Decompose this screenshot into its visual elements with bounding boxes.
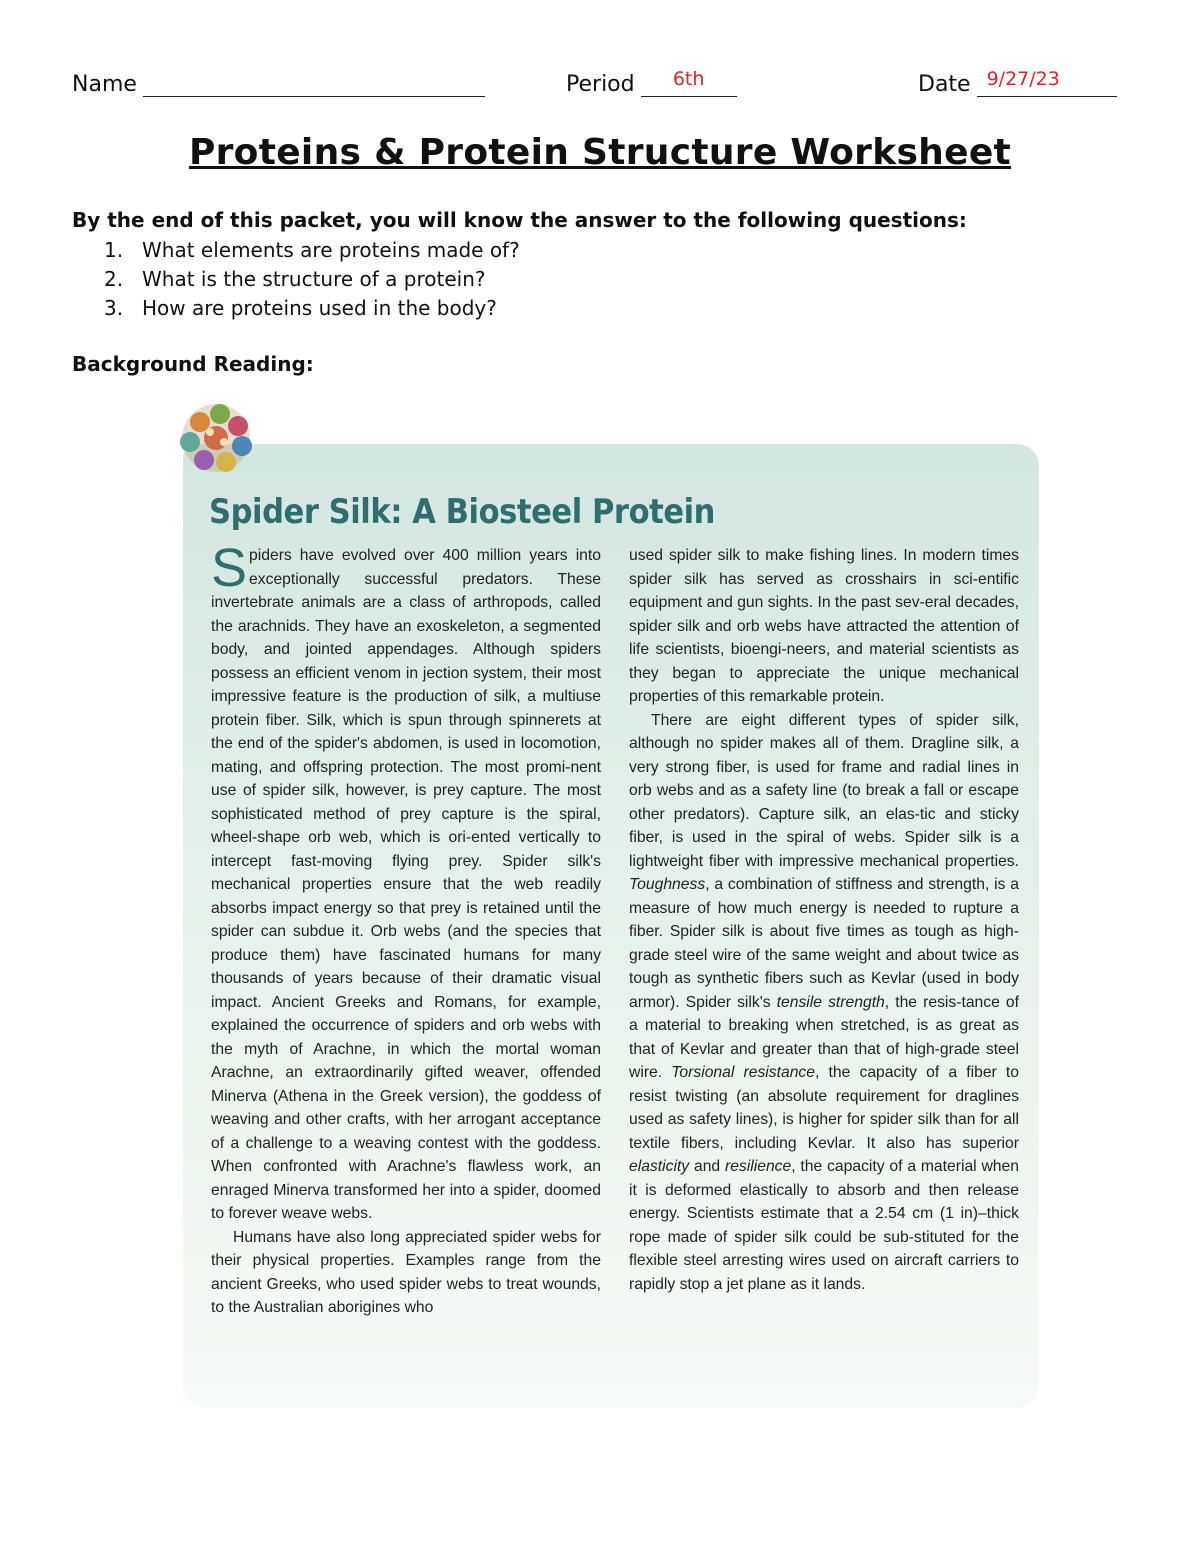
protein-molecule-icon xyxy=(170,398,262,478)
question-number: 1. xyxy=(104,238,124,262)
question-text: What elements are proteins made of? xyxy=(142,238,520,262)
article-column-left xyxy=(211,538,601,1320)
term-toughness: Toughness xyxy=(629,876,706,893)
date-field[interactable] xyxy=(918,68,1117,97)
worksheet-title: Proteins & Protein Structure Worksheet xyxy=(188,132,1012,173)
question-item xyxy=(104,294,520,323)
question-item xyxy=(104,265,520,294)
article-paragraph xyxy=(211,538,601,1226)
name-field[interactable] xyxy=(72,72,485,97)
name-label: Name xyxy=(72,72,137,97)
paragraph-text: , the capacity of a fiber to resist twisting (an absolute requirement for draglines used as safety lines), is higher for spider silk than for all textile fibers, including Kevlar. It also has superior xyxy=(629,1064,1020,1152)
question-text: What is the structure of a protein? xyxy=(142,267,486,291)
date-value: 9/27/23 xyxy=(986,68,1060,90)
question-number: 2. xyxy=(104,267,124,291)
term-elasticity: elasticity xyxy=(629,1158,690,1175)
article-paragraph: used spider silk to make fishing lines. In modern times spider silk has served as crosshairs in sci-entific equipment and gun sights. In the past sev-eral decades, spider silk and orb webs have attracted the attention of life scientists, bioengi-neers, and material scientists as they began to appreciate the unique mechanical properties of this remarkable protein. xyxy=(629,547,1019,705)
date-label: Date xyxy=(918,72,971,97)
article-paragraph: Humans have also long appreciated spider webs for their physical properties. Examples range from the ancient Greeks, who used spider webs to treat wounds, to the Australian aborigines who xyxy=(211,1228,601,1316)
article-title: Spider Silk: A Biosteel Protein xyxy=(209,492,715,532)
date-line[interactable] xyxy=(977,68,1117,97)
article-panel xyxy=(183,444,1039,1408)
paragraph-text: There are eight different types of spider silk, although no spider makes all of them. Dragline silk, a very strong fiber, is used for frame and radial lines in orb webs and as a safety line (to break a fall or escape other predators). Capture silk, an elas-tic and sticky fiber, is used in the spiral of webs. Spider silk is a lightweight fiber with impressive mechanical properties. xyxy=(629,711,1019,870)
period-value: 6th xyxy=(672,68,705,90)
article-paragraph xyxy=(629,709,1019,1297)
question-number: 3. xyxy=(104,296,124,320)
question-text: How are proteins used in the body? xyxy=(142,296,497,320)
header-fields xyxy=(0,60,1200,110)
drop-cap: S xyxy=(211,538,248,598)
background-reading-heading: Background Reading: xyxy=(72,352,314,376)
paragraph-text: , the capacity of a material when it is deformed elastically to absorb and then release energy. Scientists estimate that a 2.54 cm (1 in)–thick rope made of spider silk could be sub-stituted for the flexible steel arresting wires used on aircraft carriers to rapidly stop a jet plane as it lands. xyxy=(629,1158,1019,1293)
intro-text: By the end of this packet, you will know the answer to the following questions: xyxy=(72,208,967,232)
article-column-right xyxy=(629,544,1019,1296)
period-label: Period xyxy=(566,72,635,97)
paragraph-text: , the resis-tance of a material to breaking when stretched, is as great as that of Kevlar and greater than that of high-grade steel wire. xyxy=(629,993,1020,1081)
term-resilience: resilience xyxy=(724,1158,792,1175)
period-line[interactable] xyxy=(641,68,737,97)
paragraph-text: , a combination of stiffness and strength, is a measure of how much energy is needed to rupture a fiber. Spider silk is about five times as tough as high-grade steel wire of the same weight and about twice as tough as synthetic fibers such as Kevlar (used in body armor). Spider silk's xyxy=(629,876,1019,1011)
question-list xyxy=(104,236,520,323)
term-torsional-resistance: Torsional resistance xyxy=(671,1064,816,1081)
name-line[interactable] xyxy=(143,76,485,97)
paragraph-text: and xyxy=(689,1158,725,1175)
question-item xyxy=(104,236,520,265)
term-tensile-strength: tensile strength xyxy=(776,993,885,1011)
paragraph-text: piders have evolved over 400 million years into exceptionally successful predators. These invertebrate animals are a class of arthropods, called the arachnids. They have an exoskeleton, a segmented body, and jointed appendages. Although spiders possess an efficient venom in jection system, their most impressive feature is the production of silk, a multiuse protein fiber. Silk, which is spun through spinnerets at the end of the spider's abdomen, is used in locomotion, mating, and offspring protection. The most promi-nent use of spider silk, however, is prey capture. The most sophisticated method of prey capture is the spiral, wheel-shape orb web, which is ori-ented vertically to intercept fast-moving flying prey. Spider silk's mechanical properties ensure that the web readily absorbs impact energy so that prey is retained until the spider can subdue it. Orb webs (and the species that produce them) have fascinated humans for many thousands of years because of their dramatic visual impact. Ancient Greeks and Romans, for example, explained the occurrence of spiders and orb webs with the myth of Arachne, in which the mortal woman Arachne, an extraordinarily gifted weaver, offended Minerva (Athena in the Greek version), the goddess of weaving and other crafts, with her arrogant acceptance of a challenge to a weaving contest with the goddess. When confronted with Arachne's flawless work, an enraged Minerva transformed her into a spider, doomed to forever weave webs. xyxy=(211,547,601,1222)
period-field[interactable] xyxy=(566,68,737,97)
